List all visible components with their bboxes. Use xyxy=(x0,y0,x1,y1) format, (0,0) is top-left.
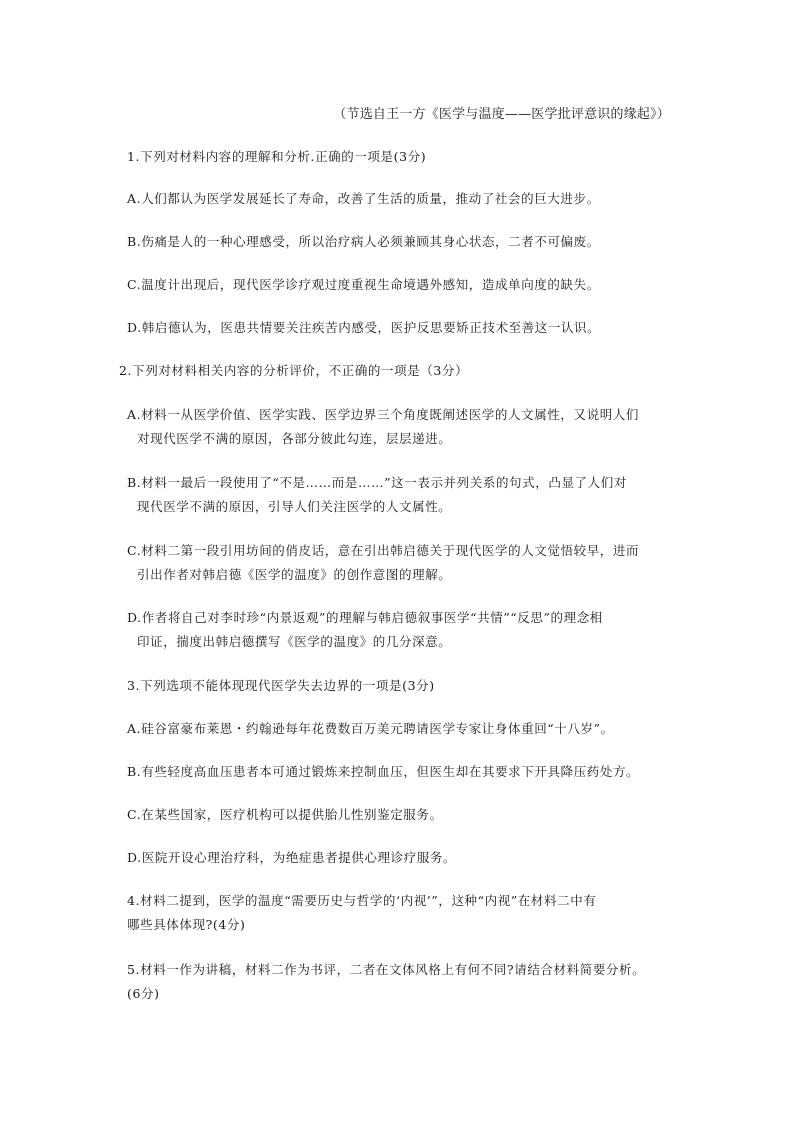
question-1-option-a: A.人们都认为医学发展延长了寿命，改善了生活的质量，推动了社会的巨大进步。 xyxy=(127,191,600,206)
question-5-stem-line-1: 5.材料一作为讲稿，材料二作为书评，二者在文体风格上有何不同?请结合材料简要分析。 xyxy=(127,962,646,977)
question-5-stem-line-2: (6分) xyxy=(127,986,160,1001)
question-2-option-d-line-1: D.作者将自己对李时珍“内景返观”的理解与韩启德叙事医学“共情”“反思”的理念相 xyxy=(127,610,603,625)
question-3-option-a: A.硅谷富豪布莱恩・约翰逊每年花费数百万美元聘请医学专家让身体重回“十八岁”。 xyxy=(127,721,614,736)
question-3-stem: 3.下列选项不能体现现代医学失去边界的一项是(3分) xyxy=(127,678,435,693)
question-3-option-d: D.医院开设心理治疗科，为绝症患者提供心理诊疗服务。 xyxy=(127,850,457,865)
question-1-stem: 1.下列对材料内容的理解和分析.正确的一项是(3分) xyxy=(127,149,427,164)
question-3-option-b: B.有些轻度高血压患者本可通过锻炼来控制血压，但医生却在其要求下开具降压药处方。 xyxy=(127,764,640,779)
question-2-option-b-line-2: 现代医学不满的原因，引导人们关注医学的人文属性。 xyxy=(137,499,452,514)
question-4-stem-line-1: 4.材料二提到，医学的温度“需要历史与哲学的‘内视’”，这种“内视”在材料二中有 xyxy=(127,893,597,908)
question-1-option-b: B.伤痛是人的一种心理感受，所以治疗病人必须兼顾其身心状态，二者不可偏废。 xyxy=(127,234,600,249)
question-2-option-b-line-1: B.材料一最后一段使用了“不是……而是……”这一表示并列关系的句式，凸显了人们对 xyxy=(127,475,627,490)
question-2-option-a-line-1: A.材料一从医学价值、医学实践、医学边界三个角度既阐述医学的人文属性，又说明人们 xyxy=(127,407,640,422)
question-4-stem-line-2: 哪些具体体现?(4分) xyxy=(127,917,246,932)
question-1-option-d: D.韩启德认为，医患共情要关注疾苦内感受，医护反思要矫正技术至善这一认识。 xyxy=(127,320,601,335)
question-2-option-a-line-2: 对现代医学不满的原因，各部分彼此勾连，层层递进。 xyxy=(137,431,452,446)
question-1-option-c: C.温度计出现后，现代医学诊疗观过度重视生命境遇外感知，造成单向度的缺失。 xyxy=(127,277,600,292)
question-2-option-c-line-2: 引出作者对韩启德《医学的温度》的创作意图的理解。 xyxy=(137,567,452,582)
question-2-option-d-line-2: 印证，揣度出韩启德撰写《医学的温度》的几分深意。 xyxy=(137,634,452,649)
question-3-option-c: C.在某些国家，医疗机构可以提供胎儿性别鉴定服务。 xyxy=(127,807,443,822)
question-2-option-c-line-1: C.材料二第一段引用坊间的俏皮话，意在引出韩启德关于现代医学的人文觉悟较早，进而 xyxy=(127,543,640,558)
question-2-stem: 2.下列对材料相关内容的分析评价，不正确的一项是（3分） xyxy=(119,363,469,378)
source-citation: （节选自王一方《医学与温度——医学批评意识的缘起》） xyxy=(333,107,670,122)
